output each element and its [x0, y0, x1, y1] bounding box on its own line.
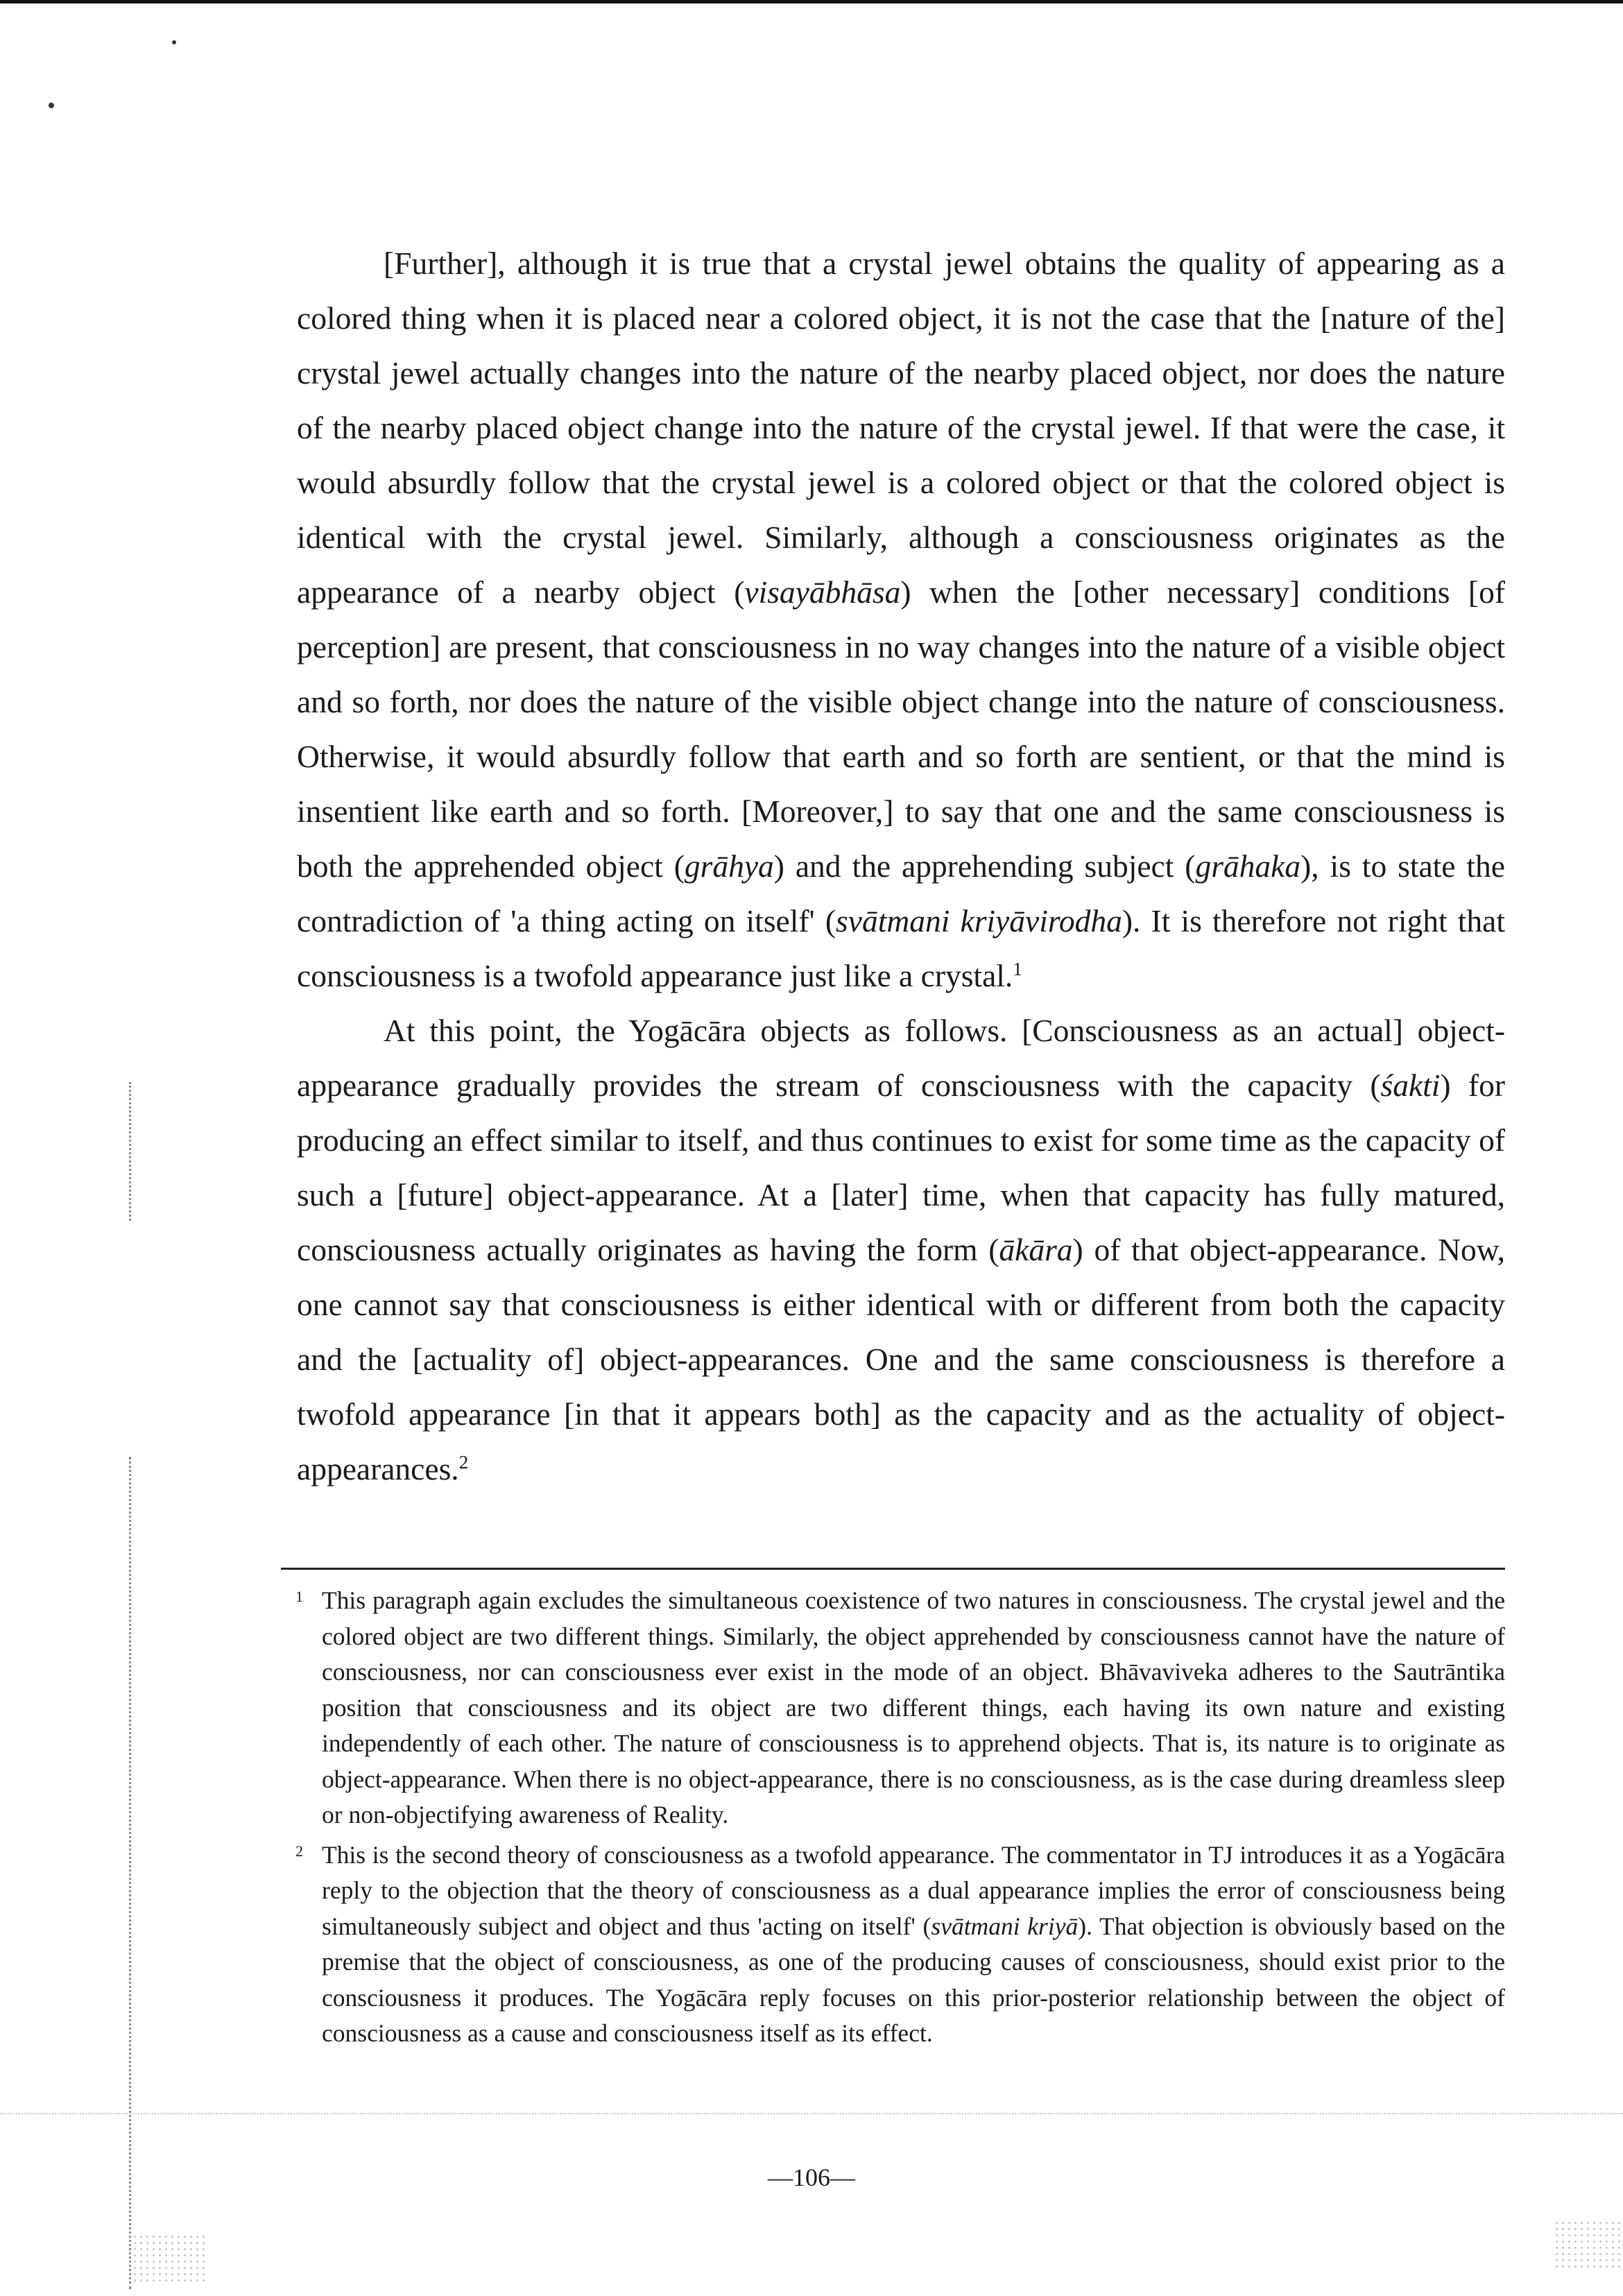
- sanskrit-term: grāhya: [684, 848, 774, 884]
- bottom-scan-line: [0, 2113, 1623, 2114]
- footnote: [297, 1837, 1505, 2052]
- footnote-number: 2: [295, 1842, 303, 1860]
- text-run: ) of that object-appearance. Now, one cannot say that consciousness is either identical with or different from both the capacity and the [actuality of] object-appearances. One and the same consciousness is therefore a twofold appearance [in that it appears both] as the capacity and as the actuality of object-appearances.: [297, 1232, 1505, 1487]
- text-run: ). That objection is obviously based on the premise that the object of consciousness, as one of the producing causes of consciousness, should exist prior to the consciousness it produces. The Yogācāra reply focuses on this prior-posterior relationship between the object of consciousness as a cause and consciousness itself as its effect.: [322, 1912, 1505, 2047]
- footnotes: [297, 1583, 1505, 2056]
- text-run: This is the second theory of consciousness as a twofold appearance. The commentator in TJ introduces it as a Yogācāra reply to the objection that the theory of consciousness as a dual appearance implies the error of consciousness being simultaneously subject and object and thus 'acting on itself' (: [322, 1840, 1505, 1940]
- page-number-text: —106—: [768, 2164, 855, 2191]
- text-run: This paragraph again excludes the simultaneous coexistence of two natures in consciousness. The crystal jewel and the colored object are two different things. Similarly, the object apprehended by consciousness cannot have the nature of consciousness, nor can consciousness ever exist in the mode of an object. Bhāvaviveka adheres to the Sautrāntika position that consciousness and its object are two different things, each having its own nature and existing independently of each other. The nature of consciousness is to apprehend objects. That is, its nature is to originate as object-appearance. When there is no object-appearance, there is no consciousness, as is the case during dreamless sleep or non-objectifying awareness of Reality.: [322, 1586, 1505, 1828]
- sanskrit-term: visayābhāsa: [744, 574, 901, 610]
- footnote-separator: [281, 1568, 1505, 1570]
- text-run: ) when the [other necessary] conditions [of perception] are present, that consciousness in no way changes into the nature of a visible object and so forth, nor does the nature of the visible object change into the nature of consciousness. Otherwise, it would absurdly follow that earth and so forth are sentient, or that the mind is insentient like earth and so forth. [Moreover,] to say that one and the same consciousness is both the apprehended object (: [297, 574, 1505, 884]
- main-body-text: [297, 236, 1505, 1496]
- page-number: [0, 2163, 1623, 2192]
- text-run: ) and the apprehending subject (: [773, 848, 1196, 884]
- text-run: At this point, the Yogācāra objects as follows. [Consciousness as an actual] object-appearance gradually provides the stream of consciousness with the capacity (: [297, 1013, 1505, 1103]
- body-paragraph: [297, 236, 1505, 1003]
- top-scan-border: [0, 0, 1623, 3]
- scan-grain: [1554, 2220, 1623, 2268]
- text-run: [Further], although it is true that a crystal jewel obtains the quality of appearing as a colored thing when it is placed near a colored object, it is not the case that the [nature of the] crystal jewel actually changes into the nature of the nearby placed object, nor does the nature of the nearby placed object change into the nature of the crystal jewel. If that were the case, it would absurdly follow that the crystal jewel is a colored object or that the colored object is identical with the crystal jewel. Similarly, although a consciousness originates as the appearance of a nearby object (: [297, 246, 1505, 610]
- scan-grain: [132, 2234, 208, 2282]
- sanskrit-term: svātmani kriyā: [931, 1912, 1079, 1940]
- sanskrit-term: svātmani kriyāvirodha: [836, 903, 1122, 939]
- text-run: ) for producing an effect similar to itself, and thus continues to exist for some time as the capacity of such a [future] object-appearance. At a [later] time, when that capacity has fully matured, consciousness actually originates as having the form (: [297, 1068, 1505, 1267]
- sanskrit-term: grāhaka: [1195, 848, 1301, 884]
- scan-speck: [49, 103, 54, 108]
- footnote-number: 1: [295, 1588, 303, 1605]
- footnote-reference: 1: [1013, 958, 1022, 979]
- text-run: ), is to state the contradiction of 'a thing acting on itself' (: [297, 848, 1505, 939]
- sanskrit-term: śakti: [1380, 1068, 1441, 1103]
- footnote: [297, 1583, 1505, 1833]
- footnote-reference: 2: [458, 1451, 469, 1473]
- text-run: ). It is therefore not right that consciousness is a twofold appearance just like a crystal.: [297, 903, 1506, 993]
- scan-margin-noise: [129, 1082, 135, 1221]
- scan-speck: [172, 40, 176, 44]
- sanskrit-term: ākāra: [999, 1232, 1073, 1267]
- body-paragraph: [297, 1003, 1505, 1496]
